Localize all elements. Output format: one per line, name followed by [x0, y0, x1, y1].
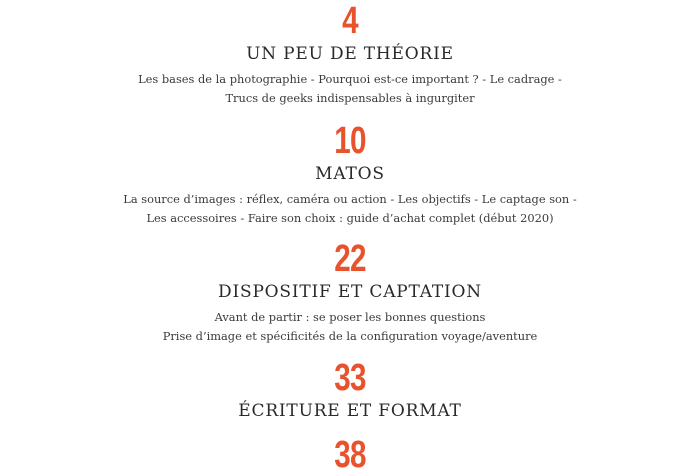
toc-entry-dispositif: [0, 240, 700, 346]
section-description: [0, 70, 700, 108]
description-line: Les bases de la photographie - Pourquoi est-ce important ? - Le cadrage -: [138, 72, 562, 86]
page-number: 33: [334, 357, 366, 399]
section-description: [0, 190, 700, 228]
section-title: DISPOSITIF ET CAPTATION: [218, 282, 482, 302]
description-line: Trucs de geeks indispensables à ingurgiter: [225, 91, 475, 105]
toc-entry-matos: [0, 122, 700, 228]
page-number: 4: [342, 0, 358, 42]
page-number: 38: [334, 434, 366, 476]
section-description: [0, 308, 700, 346]
description-line: La source d’images : réflex, caméra ou action - Les objectifs - Le captage son -: [123, 192, 577, 206]
description-line: Prise d’image et spécificités de la configuration voyage/aventure: [162, 329, 538, 343]
section-title: ÉCRITURE ET FORMAT: [238, 401, 462, 421]
toc-entry-theorie: [0, 2, 700, 108]
section-title: MATOS: [315, 164, 385, 184]
page-number: 10: [334, 120, 366, 162]
toc-entry-next: [0, 436, 700, 474]
description-line: Avant de partir : se poser les bonnes questions: [214, 310, 486, 324]
description-line: Les accessoires - Faire son choix : guide d’achat complet (début 2020): [146, 211, 554, 225]
toc-entry-ecriture: [0, 359, 700, 421]
page-number: 22: [334, 238, 366, 280]
section-title: UN PEU DE THÉORIE: [246, 44, 454, 64]
